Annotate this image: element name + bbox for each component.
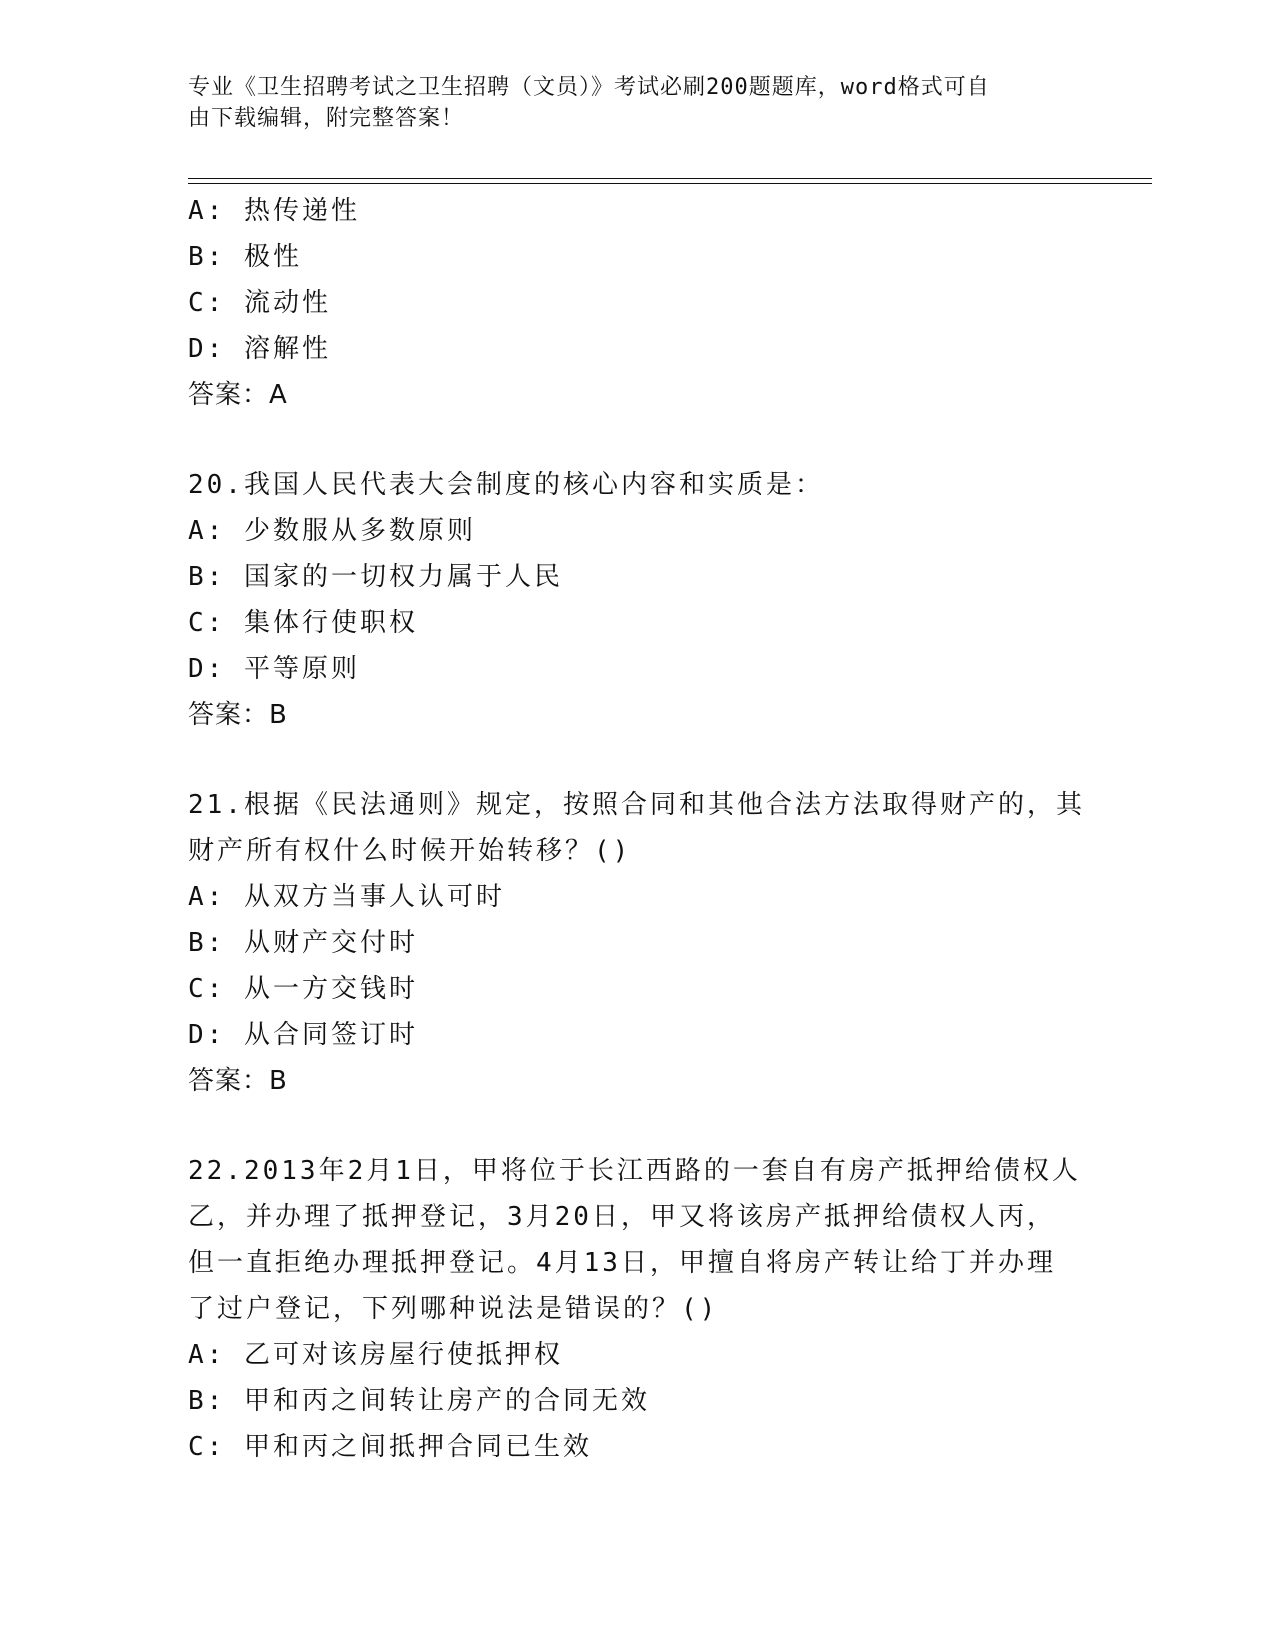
option-c: C: 集体行使职权	[188, 608, 418, 638]
option-c: C: 流动性	[188, 288, 331, 318]
option-a: A: 热传递性	[188, 196, 360, 226]
option-a: A: 乙可对该房屋行使抵押权	[188, 1340, 563, 1370]
question-20	[188, 462, 1088, 738]
question-22	[188, 1148, 1088, 1470]
option-b: B: 从财产交付时	[188, 928, 418, 958]
question-stem-line-4: 了过户登记，下列哪种说法是错误的？()	[188, 1294, 719, 1324]
question-stem-line-2: 财产所有权什么时候开始转移？()	[188, 836, 632, 866]
option-a: A: 从双方当事人认可时	[188, 882, 505, 912]
option-d: D: 平等原则	[188, 654, 360, 684]
answer: 答案：B	[188, 1066, 288, 1096]
option-c: C: 从一方交钱时	[188, 974, 418, 1004]
header-line-1: 专业《卫生招聘考试之卫生招聘（文员）》考试必刷200题题库，word格式可自	[188, 75, 990, 100]
question-stem-line-2: 乙，并办理了抵押登记，3月20日，甲又将该房产抵押给债权人丙，	[188, 1202, 1056, 1232]
spacer	[188, 738, 1088, 782]
option-b: B: 国家的一切权力属于人民	[188, 562, 563, 592]
answer: 答案：B	[188, 700, 288, 730]
answer: 答案：A	[188, 380, 288, 410]
question-stem-line-1: 22.2013年2月1日，甲将位于长江西路的一套自有房产抵押给债权人	[188, 1156, 1081, 1186]
question-content	[188, 188, 1088, 1470]
question-19	[188, 188, 1088, 418]
header-line-2: 由下载编辑，附完整答案！	[188, 106, 465, 131]
option-a: A: 少数服从多数原则	[188, 516, 476, 546]
option-b: B: 甲和丙之间转让房产的合同无效	[188, 1386, 650, 1416]
question-21	[188, 782, 1088, 1104]
question-stem-line-1: 21.根据《民法通则》规定，按照合同和其他合法方法取得财产的，其	[188, 790, 1085, 820]
option-d: D: 从合同签订时	[188, 1020, 418, 1050]
option-d: D: 溶解性	[188, 334, 331, 364]
spacer	[188, 418, 1088, 462]
header-rule-bottom	[188, 183, 1152, 184]
document-header	[188, 72, 1068, 134]
question-stem-line-3: 但一直拒绝办理抵押登记。4月13日，甲擅自将房产转让给丁并办理	[188, 1248, 1056, 1278]
spacer	[188, 1104, 1088, 1148]
question-stem: 20.我国人民代表大会制度的核心内容和实质是：	[188, 470, 824, 500]
header-rule-top	[188, 178, 1152, 179]
option-c: C: 甲和丙之间抵押合同已生效	[188, 1432, 592, 1462]
option-b: B: 极性	[188, 242, 302, 272]
